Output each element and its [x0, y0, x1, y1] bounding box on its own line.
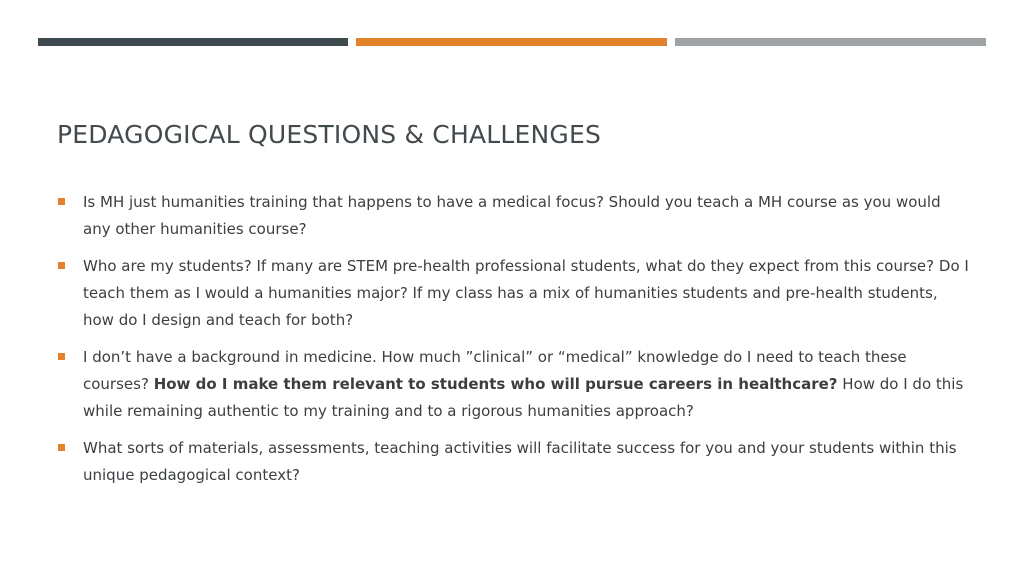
square-bullet-icon — [58, 444, 65, 451]
bullet-text: Is MH just humanities training that happens to have a medical focus? Should you teach a MH course as you would any other humanities course? — [83, 193, 941, 238]
bullet-list — [57, 189, 969, 499]
accent-bar-orange — [356, 38, 667, 46]
bullet-text-segment: How do I do this while remaining authentic to my training and to a rigorous humanities approach? — [83, 375, 964, 420]
bullet-item — [57, 344, 969, 425]
bullet-text: What sorts of materials, assessments, teaching activities will facilitate success for you and your students within this unique pedagogical context? — [83, 439, 957, 484]
header-accent-bars — [38, 38, 986, 46]
square-bullet-icon — [58, 198, 65, 205]
bullet-text-segment: I don’t have a background in medicine. How much ”clinical” or “medical” knowledge do I need to teach these courses? — [83, 348, 907, 393]
bullet-item — [57, 189, 969, 243]
bullet-text-emphasis: How do I make them relevant to students who will pursue careers in healthcare? — [153, 375, 838, 393]
accent-bar-gray — [675, 38, 986, 46]
slide-title: PEDAGOGICAL QUESTIONS & CHALLENGES — [57, 120, 602, 149]
bullet-text — [83, 348, 963, 420]
bullet-item — [57, 435, 969, 489]
bullet-item — [57, 253, 969, 334]
bullet-text: Who are my students? If many are STEM pre-health professional students, what do they expect from this course? Do I teach them as I would a humanities major? If my class has a mix of humanities students and pre-health students, how do I design and teach for both? — [83, 257, 969, 329]
accent-bar-dark — [38, 38, 348, 46]
square-bullet-icon — [58, 262, 65, 269]
square-bullet-icon — [58, 353, 65, 360]
